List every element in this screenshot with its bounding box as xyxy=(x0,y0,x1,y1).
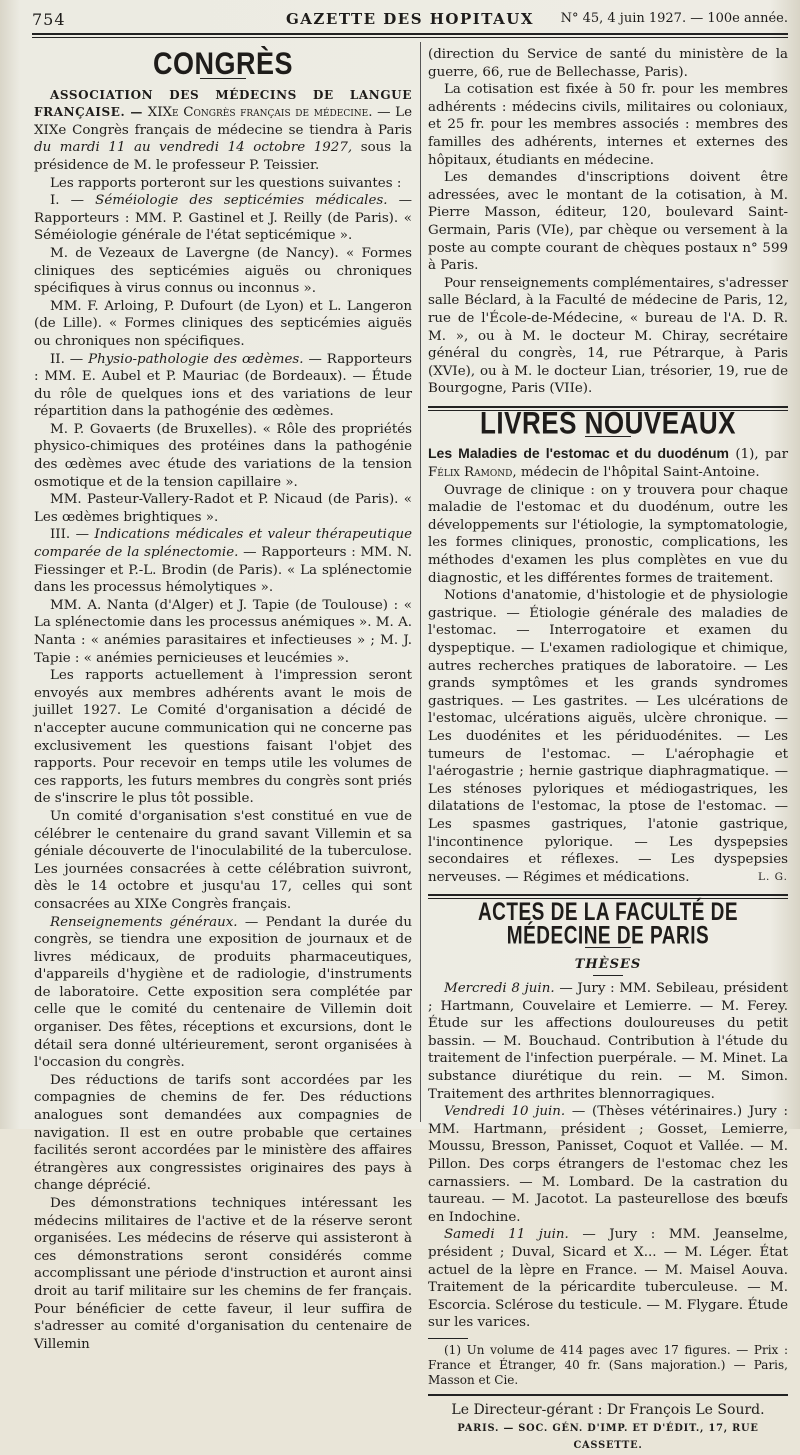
rapports-text: Les rapports porteront sur les questions suivantes : xyxy=(50,175,402,191)
demonstrations-text: Des démonstrations techniques intéressant les médecins militaires de l'active et de la réserve seront organisées. Les médecins de réserve qui assisteront à ces démonstrations seront considérés comme accomplissant une période d'instruction et auront ainsi droit au tarif militaire sur les chemins de fer français. Pour bénéficier de cette faveur, il leur suffira de s'adresser au comité d'organisation du centenaire de Villemin xyxy=(34,1196,412,1352)
congres-name: XIXe Congrès français de médecine. xyxy=(147,105,373,121)
review-initials: L. G. xyxy=(758,870,788,883)
right-column xyxy=(428,46,788,1455)
theses-vendredi: Vendredi 10 juin. — (Thèses vétérinaires.) Jury : MM. Hartmann, président ; Gosset, Lemierre, Moussu, Bresson, Panisset, Coquot et Vallée. — M. Pillon. Des corps étrangers de l'estomac chez les carnassiers. — M. Lombard. De la castration du taureau. — M. Jacotot. La pasteurellose des bœufs en Indochine. xyxy=(428,1104,788,1225)
congres-dates: du mardi 11 au vendredi 14 octobre 1927, xyxy=(34,140,353,156)
column-divider xyxy=(420,42,421,1122)
page-header xyxy=(32,8,788,30)
question-2: II. — Physio-pathologie des œdèmes. — Rapporteurs : MM. E. Aubel et P. Mauriac (de Bordeaux). — Étude du rôle de quelques ions et des variations de leur répartition dans la pathogénie des œdèmes. xyxy=(34,351,412,420)
villemin-text: Un comité d'organisation s'est constitué en vue de célébrer le centenaire du grand savant Villemin et sa géniale découverte de l'inoculabilité de la tuberculose. Les journées consacrées à cette célébration suivront, dès le 14 octobre et jusqu'au 17, celles qui sont consacrées au XIXe Congrès français. xyxy=(34,808,412,912)
impression-text: Les rapports actuellement à l'impression seront envoyés aux membres adhérents avant le mois de juillet 1927. Le Comité d'organisation a décidé de n'accepter aucune communication qui ne concerne pas exclusivement les questions faisant l'objet des rapports. Pour recevoir en temps utile les volumes de ces rapports, les futurs membres du congrès sont priés de s'inscrire le plus tôt possible. xyxy=(34,668,412,807)
printer-line: PARIS. — SOC. GÉN. D'IMP. ET D'ÉDIT., 17, RUE CASSETTE. xyxy=(457,1422,759,1452)
actes-title: ACTES DE LA FACULTÉ DE MÉDECINE DE PARIS xyxy=(477,899,739,950)
renseignements-text: Renseignements généraux. — Pendant la durée du congrès, se tiendra une exposition de journaux et de livres médicaux, de produits pharmaceutiques, d'appareils d'hygiène et de radiologie, d'instruments de laboratoire. Cette exposition sera complétée par celle que le comité du centenaire de Villemin doit organiser. Des fêtes, réceptions et excursions, dont le détail sera donné ultérieurement, seront organisées à l'occasion du congrès. xyxy=(34,914,412,1071)
section-rule xyxy=(428,894,788,896)
congres-title: CONGRÈS xyxy=(152,46,294,82)
title-rule xyxy=(593,975,623,976)
book-entry: Les Maladies de l'estomac et du duodénum (1), par Félix Ramond, médecin de l'hôpital Saint-Antoine. xyxy=(428,445,789,481)
theses-mercredi: Mercredi 8 juin. — Jury : MM. Sebileau, président ; Hartmann, Couvelaire et Lemierre. — M. Ferey. Étude sur les affections douloureuses du petit bassin. — M. Bouchaud. Contribution à l'étude du traitement de l'infection puerpérale. — M. Minet. La substance diurétique du rein. — M. Simon. Traitement des arthrites blennorragiques. xyxy=(428,981,788,1102)
association-heading: ASSOCIATION DES MÉDECINS DE LANGUE FRANÇAISE. — xyxy=(34,87,412,120)
issue-info: N° 45, 4 juin 1927. — 100e année. xyxy=(560,11,788,26)
left-column xyxy=(34,46,412,1353)
complementaires-text: Pour renseignements complémentaires, s'adresser salle Béclard, à la Faculté de médecine de Paris, 12, rue de l'École-de-Médecine, « bureau de l'A. D. R. M. », ou à M. le docteur M. Chiray, secrétaire général du congrès, 14, rue Pétrarque, à Paris (XVIe), ou à M. le docteur Lian, trésorier, 19, rue de Bourgogne, Paris (VIIe). xyxy=(428,275,788,397)
header-rule-thin xyxy=(32,37,788,38)
footnote-rule xyxy=(428,1338,468,1339)
book-description: Ouvrage de clinique : on y trouvera pour chaque maladie de l'estomac et du duodénum, outre les développements sur l'étiologie, la symptomatologie, les formes cliniques, pronostic, complications, les méthodes d'examen les plus complètes en vue du diagnostic, et les différentes formes de traitement. xyxy=(428,482,788,586)
rapport-govaerts: M. P. Govaerts (de Bruxelles). « Rôle des propriétés physico-chimiques des protéines dans la pathogénie des œdèmes avec étude des variations de la tension osmotique et de la tension capillaire ». xyxy=(34,421,412,490)
footer-rule xyxy=(428,1394,788,1396)
footnote: (1) Un volume de 414 pages avec 17 figures. — Prix : France et Étranger, 40 fr. (Sans majoration.) — Paris, Masson et Cie. xyxy=(428,1342,788,1387)
cotisation-text: La cotisation est fixée à 50 fr. pour les membres adhérents : médecins civils, militaires ou coloniaux, et 25 fr. pour les membres associés : membres des familles des adhérents, internes et externes des hôpitaux, étudiants en médecine. xyxy=(428,82,788,168)
theses-heading: THÈSES xyxy=(574,956,642,972)
book-contents: Notions d'anatomie, d'histologie et de physiologie gastrique. — Étiologie générale des maladies de l'estomac. — Interrogatoire et examen du dyspeptique. — L'examen radiologique et chimique, autres recherches pratiques de laboratoire. — Les grands symptômes et les grands syndromes gastriques. — Les gastrites. — Les ulcérations de l'estomac, ulcérations aiguës, ulcère chronique. — Les duodénites et les périduodénites. — Les tumeurs de l'estomac. — L'aérophagie et l'aérogastrie ; hernie gastrique diaphragmatique. — Les sténoses pyloriques et médiogastriques, les dilatations de l'estomac, la ptose de l'estomac. — Les spasmes gastriques, l'atonie gastrique, l'incontinence pylorique. — Les dyspepsies secondaires et réflexes. — Les dyspepsies nerveuses. — Régimes et médications. L. G. xyxy=(428,588,788,885)
rapport-vezeaux: M. de Vezeaux de Lavergne (de Nancy). « Formes cliniques des septicémies aiguës ou chroniques spécifiques à virus connus ou inconnus ». xyxy=(34,245,412,297)
rapport-arloing: MM. F. Arloing, P. Dufourt (de Lyon) et L. Langeron (de Lille). « Formes cliniques des septicémies aiguës ou chroniques non spécifiques. xyxy=(34,298,412,349)
rapport-pasteur: MM. Pasteur-Vallery-Radot et P. Nicaud (de Paris). « Les œdèmes brightiques ». xyxy=(34,492,412,525)
book-title: Les Maladies de l'estomac et du duodénum xyxy=(428,445,729,462)
theses-samedi: Samedi 11 juin. — Jury : MM. Jeanselme, président ; Duval, Sicard et X... — M. Léger. État actuel de la lèpre en France. — M. Maisel Aouva. Traitement de la péricardite tuberculeuse. — M. Escorcia. Sclérose du testicule. — M. Flygare. Étude sur les varices. xyxy=(428,1227,788,1331)
book-author: Félix Ramond xyxy=(428,465,513,481)
rapport-nanta: MM. A. Nanta (d'Alger) et J. Tapie (de Toulouse) : « La splénectomie dans les processus anémiques ». M. A. Nanta : « anémies parasitaires et infectieuses » ; M. J. Tapie : « anémies pernicieuses et leucémies ». xyxy=(34,597,412,666)
livres-title: LIVRES NOUVEAUX xyxy=(480,404,736,441)
question-1: I. — Séméiologie des septicémies médicales. — Rapporteurs : MM. P. Gastinel et J. Reilly (de Paris). « Séméiologie générale de l'état septicémique ». xyxy=(34,193,413,244)
header-rule xyxy=(32,33,788,35)
journal-title: GAZETTE DES HOPITAUX xyxy=(285,10,534,28)
directeur-gerant: Le Directeur-gérant : Dr François Le Sourd. xyxy=(451,1401,765,1418)
reductions-text: Des réductions de tarifs sont accordées par les compagnies de chemins de fer. Des réductions analogues sont demandées aux compagnies de navigation. Il est en outre probable que certaines facilités seront accordées par le ministère des affaires étrangères aux congressistes originaires des pays à change déprécié. xyxy=(34,1072,412,1194)
demandes-text: Les demandes d'inscriptions doivent être adressées, avec le montant de la cotisation, à M. Pierre Masson, éditeur, 120, boulevard Saint-Germain, Paris (VIe), par chèque ou versement à la poste au compte courant de chèques postaux n° 599 à Paris. xyxy=(428,170,788,274)
page-number: 754 xyxy=(32,10,66,29)
direction-text: (direction du Service de santé du ministère de la guerre, 66, rue de Bellechasse, Paris). xyxy=(428,47,788,80)
congres-intro: ASSOCIATION DES MÉDECINS DE LANGUE FRANÇAISE. — XIXe Congrès français de médecine. — Le XIXe Congrès français de médecine se tiendra à Paris du mardi 11 au vendredi 14 octobre 1927, sous la présidence de M. le professeur P. Teissier. xyxy=(34,87,412,173)
question-3: III. — Indications médicales et valeur thérapeutique comparée de la splénectomie. — Rapporteurs : MM. N. Fiessinger et P.-L. Brodin (de Paris). « La splénectomie dans les processus hémolytiques ». xyxy=(34,527,412,596)
